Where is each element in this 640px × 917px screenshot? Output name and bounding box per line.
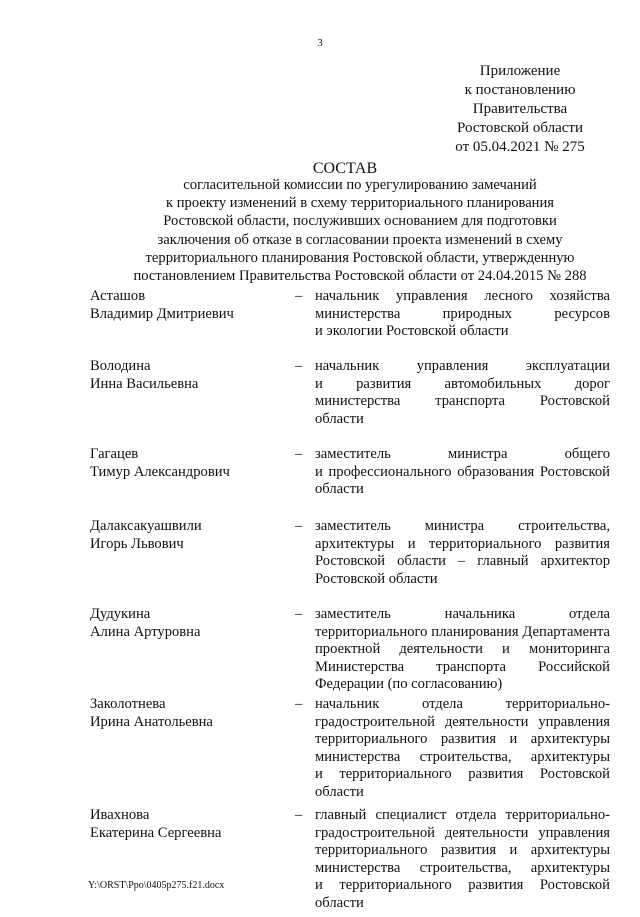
appendix-line: Приложение: [479, 63, 561, 79]
member-entry: [90, 807, 620, 917]
member-surname: Дудукина: [90, 606, 151, 622]
member-entry: [90, 288, 620, 358]
role-line: и экологии Ростовской области: [315, 323, 509, 340]
subtitle-line: заключения об отказе в согласовании проекта изменений в схему: [157, 231, 563, 248]
member-name: [90, 446, 290, 481]
member-entry: [90, 696, 620, 807]
member-dash: –: [295, 696, 303, 712]
role-line: заместитель министра строительства,: [315, 518, 610, 534]
footer-file-path: Y:\ORST\Ppo\0405p275.f21.docx: [88, 880, 225, 891]
role-line: архитектуры и территориального развития: [315, 535, 610, 552]
member-surname: Асташов: [90, 288, 146, 304]
member-dash: –: [295, 518, 303, 534]
role-line: и территориального развития Ростовской: [315, 877, 610, 894]
appendix-line: от 05.04.2021 № 275: [455, 139, 585, 155]
member-role: [315, 606, 610, 694]
role-line: начальник управления эксплуатации: [315, 358, 610, 374]
member-name: [90, 606, 290, 641]
appendix-block: [440, 62, 600, 157]
role-line: территориального развития и архитектуры: [315, 842, 610, 859]
role-line: Ростовской области: [315, 570, 438, 587]
document-title: СОСТАВ: [312, 160, 378, 177]
member-name: [90, 696, 290, 731]
member-name: [90, 518, 290, 553]
member-name: [90, 807, 290, 842]
member-entry: [90, 446, 620, 518]
members-list: [90, 288, 620, 917]
page-number: 3: [317, 37, 323, 49]
role-line: и развития автомобильных дорог: [315, 375, 610, 392]
member-surname: Заколотнева: [90, 696, 166, 712]
role-line: заместитель начальника отдела: [315, 606, 610, 622]
role-line: министерства природных ресурсов: [315, 305, 610, 322]
subtitle-line: постановлением Правительства Ростовской области от 24.04.2015 № 288: [133, 268, 587, 285]
member-entry: [90, 358, 620, 446]
subtitle-line: к проекту изменений в схему территориального планирования: [165, 195, 555, 212]
member-dash: –: [295, 358, 303, 374]
member-surname: Ивахнова: [90, 807, 150, 823]
document-subtitle: [90, 176, 630, 285]
role-line: области: [315, 783, 364, 800]
member-entry: [90, 518, 620, 606]
member-surname: Володина: [90, 358, 151, 374]
member-role: [315, 446, 610, 499]
role-line: Федерации (по согласованию): [315, 676, 503, 693]
member-role: [315, 807, 610, 913]
member-given-name: Ирина Анатольевна: [90, 713, 213, 730]
role-line: и профессионального образования Ростовской: [315, 463, 610, 480]
role-line: министерства транспорта Ростовской: [315, 393, 610, 410]
role-line: градостроительной деятельности управления: [315, 824, 610, 841]
role-line: Министерства транспорта Российской: [315, 658, 610, 675]
member-role: [315, 696, 610, 802]
subtitle-line: территориального планирования Ростовской области, утвержденную: [145, 249, 575, 266]
member-given-name: Алина Артуровна: [90, 623, 201, 640]
role-line: начальник отдела территориально-: [315, 696, 610, 712]
appendix-line: Ростовской области: [457, 120, 583, 136]
member-given-name: Екатерина Сергеевна: [90, 824, 222, 841]
member-dash: –: [295, 807, 303, 823]
member-dash: –: [295, 288, 303, 304]
member-surname: Гагацев: [90, 446, 139, 462]
role-line: проектной деятельности и мониторинга: [315, 641, 610, 658]
role-line: начальник управления лесного хозяйства: [315, 288, 610, 304]
member-entry: [90, 606, 620, 696]
role-line: территориального планирования Департамента: [315, 623, 610, 640]
member-given-name: Игорь Львович: [90, 535, 184, 552]
appendix-line: к постановлению: [464, 82, 576, 98]
member-name: [90, 288, 290, 323]
role-line: главный специалист отдела территориально-: [315, 807, 610, 823]
role-line: министерства строительства, архитектуры: [315, 748, 610, 765]
subtitle-line: согласительной комиссии по урегулированию замечаний: [183, 177, 537, 193]
role-line: Ростовской области – главный архитектор: [315, 553, 610, 570]
member-surname: Далаксакуашвили: [90, 518, 202, 534]
role-line: министерства строительства, архитектуры: [315, 859, 610, 876]
subtitle-line: Ростовской области, послуживших основанием для подготовки: [163, 213, 557, 230]
member-given-name: Тимур Александрович: [90, 463, 230, 480]
member-given-name: Владимир Дмитриевич: [90, 305, 234, 322]
member-dash: –: [295, 446, 303, 462]
role-line: территориального развития и архитектуры: [315, 731, 610, 748]
role-line: градостроительной деятельности управления: [315, 713, 610, 730]
member-dash: –: [295, 606, 303, 622]
appendix-line: Правительства: [472, 101, 568, 117]
member-name: [90, 358, 290, 393]
role-line: области: [315, 410, 364, 427]
member-role: [315, 288, 610, 341]
member-given-name: Инна Васильевна: [90, 375, 199, 392]
member-role: [315, 358, 610, 428]
role-line: области: [315, 481, 364, 498]
member-role: [315, 518, 610, 588]
role-line: области: [315, 894, 364, 911]
role-line: заместитель министра общего: [315, 446, 610, 462]
role-line: и территориального развития Ростовской: [315, 766, 610, 783]
